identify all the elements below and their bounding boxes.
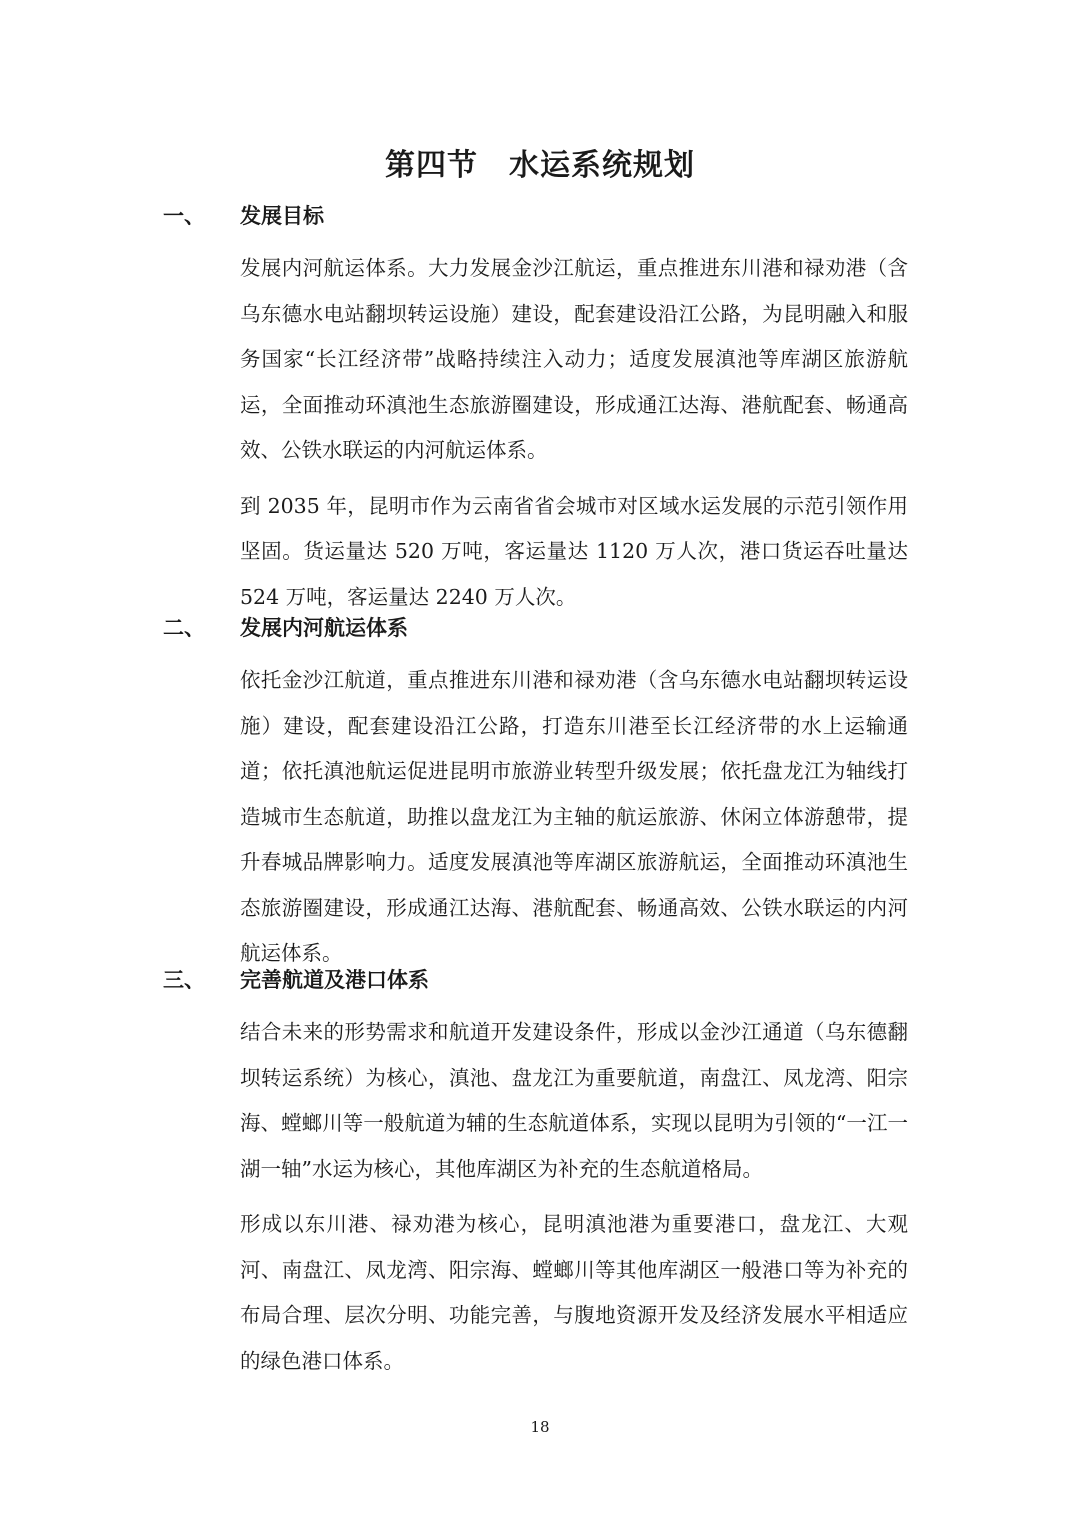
section-title: 第四节 水运系统规划 (385, 148, 695, 183)
paragraph: 到 2035 年，昆明市作为云南省省会城市对区域水运发展的示范引领作用坚固。货运量达 520 万吨，客运量达 1120 万人次，港口货运吞吐量达 524 万吨，客运量达 2240 万人次。 (240, 493, 908, 609)
heading-text: 完善航道及港口体系 (240, 968, 429, 992)
page-number: 18 (530, 1418, 550, 1436)
heading-text: 发展内河航运体系 (240, 616, 408, 640)
heading-number: 三、 (163, 968, 205, 992)
section-heading (0, 964, 1080, 1000)
heading-number: 二、 (163, 616, 205, 640)
section-heading (0, 200, 1080, 236)
paragraph: 结合未来的形势需求和航道开发建设条件，形成以金沙江通道（乌东德翻坝转运系统）为核心，滇池、盘龙江为重要航道，南盘江、凤龙湾、阳宗海、螳螂川等一般航道为辅的生态航道体系，实现以昆明为引领的“一江一湖一轴”水运为核心，其他库湖区为补充的生态航道格局。 (240, 1020, 908, 1181)
paragraph: 依托金沙江航道，重点推进东川港和禄劝港（含乌东德水电站翻坝转运设施）建设，配套建设沿江公路，打造东川港至长江经济带的水上运输通道；依托滇池航运促进昆明市旅游业转型升级发展；依托盘龙江为轴线打造城市生态航道，助推以盘龙江为主轴的航运旅游、休闲立体游憩带，提升春城品牌影响力。适度发展滇池等库湖区旅游航运，全面推动环滇池生态旅游圈建设，形成通江达海、港航配套、畅通高效、公铁水联运的内河航运体系。 (240, 668, 908, 965)
heading-number: 一、 (163, 204, 205, 228)
section-inland-waterway-system (0, 612, 1080, 977)
paragraph: 形成以东川港、禄劝港为核心，昆明滇池港为重要港口，盘龙江、大观河、南盘江、凤龙湾、阳宗海、螳螂川等其他库湖区一般港口等为补充的布局合理、层次分明、功能完善，与腹地资源开发及经济发展水平相适应的绿色港口体系。 (240, 1212, 908, 1373)
heading-text: 发展目标 (240, 204, 324, 228)
section-heading (0, 612, 1080, 648)
section-development-goals (0, 200, 1080, 620)
section-channel-port-system (0, 964, 1080, 1384)
paragraph: 发展内河航运体系。大力发展金沙江航运，重点推进东川港和禄劝港（含乌东德水电站翻坝转运设施）建设，配套建设沿江公路，为昆明融入和服务国家“长江经济带”战略持续注入动力；适度发展滇池等库湖区旅游航运，全面推动环滇池生态旅游圈建设，形成通江达海、港航配套、畅通高效、公铁水联运的内河航运体系。 (240, 256, 908, 462)
